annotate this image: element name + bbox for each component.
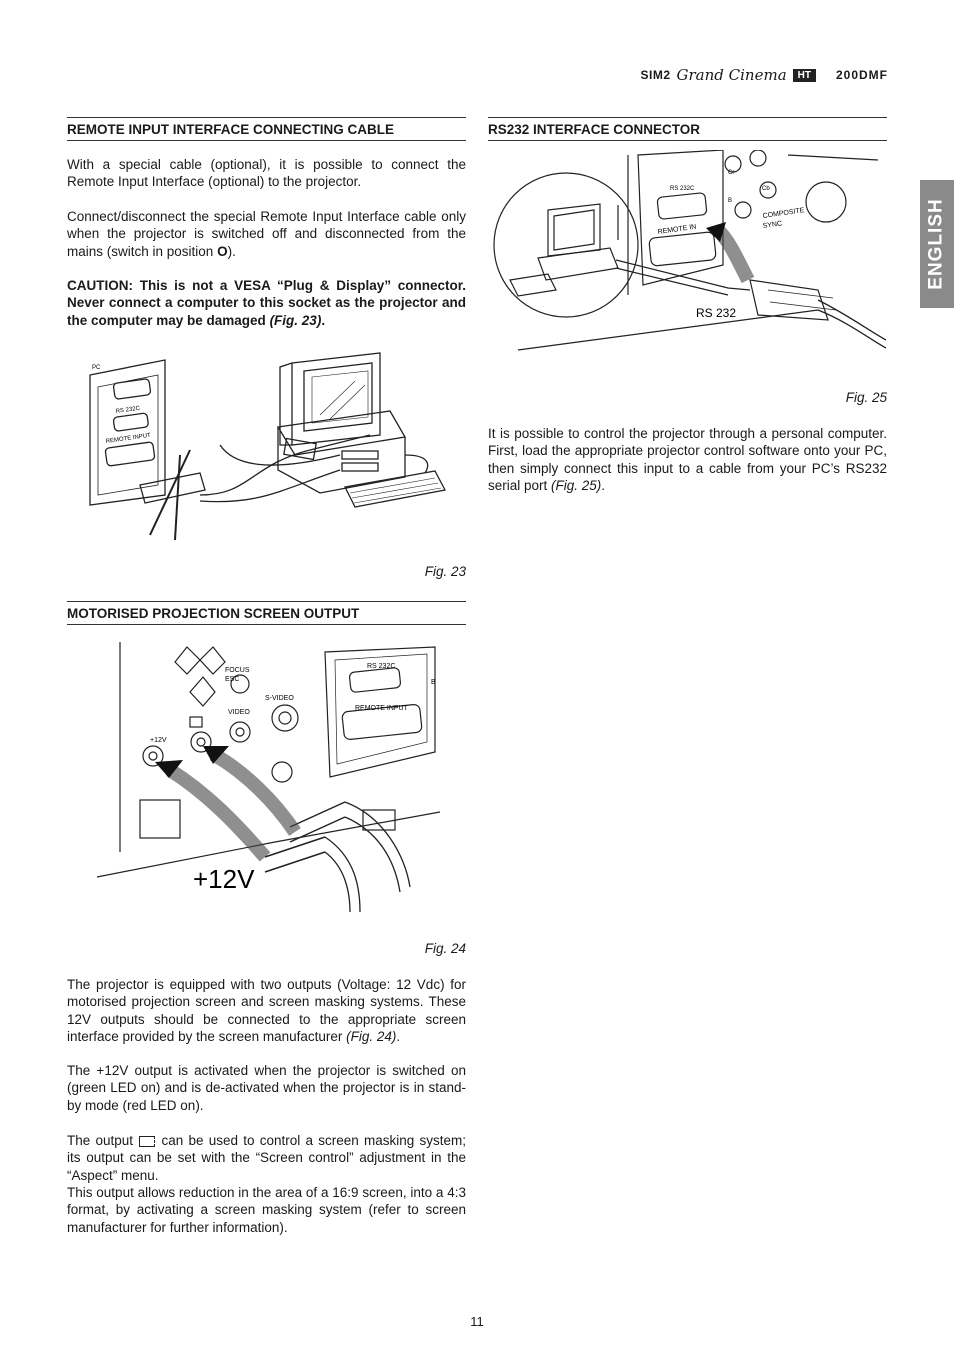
paragraph-masking-reduction: This output allows reduction in the area of a 16:9 screen, into a 4:3 format, by activating a screen masking system (refer to screen manufacturer for further information). — [67, 1185, 466, 1235]
fig24-video-label: VIDEO — [228, 709, 250, 716]
paragraph-remote-intro: With a special cable (optional), it is possible to connect the Remote Input Interface (optional) to the projector. — [67, 157, 466, 190]
fig25-caption: Fig. 25 — [845, 390, 887, 405]
screen-mask-icon — [139, 1136, 155, 1147]
fig25-rs232c-label: RS 232C — [670, 186, 695, 192]
caution-end: . — [321, 312, 326, 328]
fig23-pc-label: PC — [92, 365, 101, 371]
brand-sim: SIM2 — [640, 68, 671, 82]
paragraph-12v-activation: The +12V output is activated when the projector is switched on (green LED on) and is de-activated when the projector is in stand-by mode (red LED on). — [67, 1063, 466, 1113]
p2-text: Connect/disconnect the special Remote Input Interface cable only when the projector is switched off and disconnected from the mains (switch in position — [67, 209, 466, 259]
p3-fig-ref: (Fig. 24) — [346, 1029, 397, 1045]
model-name: 200DMF — [835, 68, 888, 82]
fig24-remote-label: REMOTE INPUT — [355, 705, 408, 712]
rs232-end: . — [601, 478, 606, 494]
paragraph-remote-connect — [67, 208, 466, 260]
brand-ht: HT — [793, 69, 816, 82]
fig25-rs232-label: RS 232 — [696, 306, 737, 320]
page-header — [641, 66, 888, 84]
fig23-rs232c-label: RS 232C — [115, 405, 141, 415]
brand-grand-cinema: Grand Cinema — [676, 66, 787, 84]
fig25-composite-label: COMPOSITE — [762, 207, 805, 220]
fig24-rs232c-label: RS 232C — [367, 663, 396, 670]
p5-rest: can be used to control a screen masking system; its output can be set with the “Screen control” adjustment in the “Aspect” menu. — [67, 1133, 466, 1183]
fig23-remote-label: REMOTE INPUT — [105, 432, 152, 445]
paragraph-rs232-control — [488, 425, 887, 495]
fig24-svideo-label: S-VIDEO — [265, 695, 294, 702]
fig25-remote-label: REMOTE IN — [657, 223, 697, 236]
fig25-illustration — [488, 150, 888, 355]
language-tab — [920, 180, 954, 308]
fig24-illustration — [95, 642, 440, 912]
fig25-sync-label: SYNC — [762, 220, 783, 230]
p3-end: . — [396, 1029, 401, 1045]
caution-text — [67, 277, 466, 329]
fig23-illustration — [80, 345, 460, 545]
section-title-remote-input: REMOTE INPUT INTERFACE CONNECTING CABLE — [67, 117, 466, 141]
rs232-fig-ref: (Fig. 25) — [551, 478, 602, 494]
fig24-12v-label: +12V — [150, 737, 167, 744]
switch-o: O — [217, 243, 228, 259]
p3-text: The projector is equipped with two outputs (Voltage: 12 Vdc) for motorised projection screen and screen masking systems. These 12V outputs should be connected to the appropriate screen interface provided by the screen manufacturer — [67, 977, 466, 1045]
section-title-rs232: RS232 INTERFACE CONNECTOR — [488, 117, 887, 141]
fig25-cb-label: Cb — [762, 186, 770, 192]
paragraph-outputs — [67, 976, 466, 1046]
caution-body: CAUTION: This is not a VESA “Plug & Display” connector. Never connect a computer to this socket as the projector and the computer may be damaged — [67, 278, 466, 328]
fig24-caption: Fig. 24 — [424, 941, 466, 956]
fig25-cr-label: Cr — [728, 170, 735, 176]
fig24-big-12v: +12V — [193, 864, 255, 894]
p2-end: ). — [227, 243, 236, 259]
rs232-text: It is possible to control the projector through a personal computer. First, load the appropriate projector control software onto your PC, then simply connect this input to a cable from your PC’s RS232 serial port — [488, 426, 887, 494]
fig25-b-label: B — [728, 198, 733, 204]
fig24-esc-label: ESC — [225, 676, 240, 683]
paragraph-masking-output — [67, 1132, 466, 1184]
language-tab-label: ENGLISH — [926, 198, 948, 290]
fig23-caption: Fig. 23 — [424, 564, 466, 579]
p5-text: The output — [67, 1133, 139, 1148]
section-title-screen-output: MOTORISED PROJECTION SCREEN OUTPUT — [67, 601, 466, 625]
fig24-focus-label: FOCUS — [225, 667, 250, 674]
page-number: 11 — [470, 1314, 484, 1329]
caution-fig-ref: (Fig. 23) — [269, 312, 322, 328]
fig24-b-label: B — [431, 679, 436, 686]
